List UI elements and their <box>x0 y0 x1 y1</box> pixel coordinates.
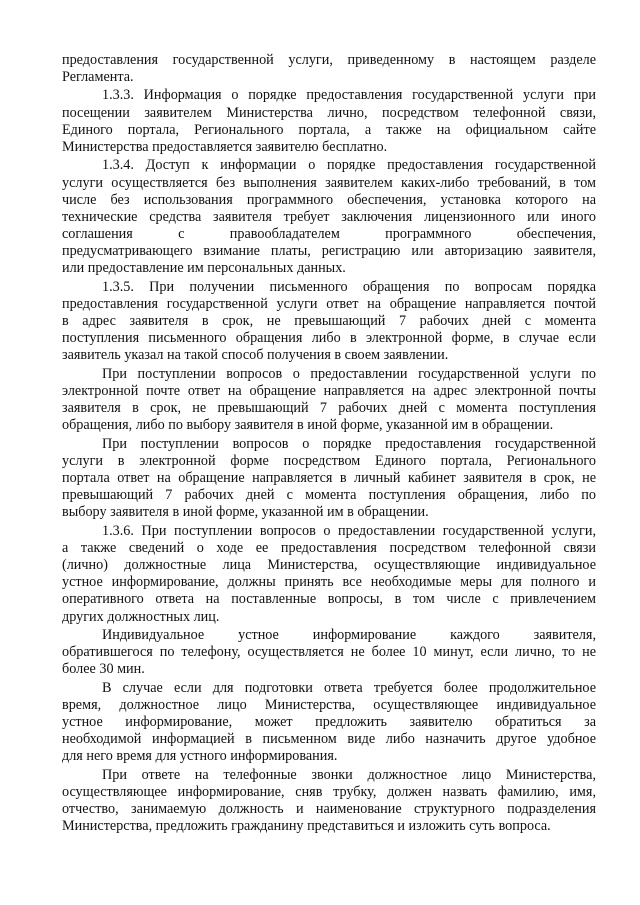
text-line: портала ответ на обращение направляется в личный кабинет заявителя в срок, не <box>62 469 596 486</box>
text-line: превышающий 7 рабочих дней с момента поступления обращения, либо по <box>62 487 596 504</box>
text-line: для него время для устного информирования. <box>62 748 338 765</box>
text-line: 1.3.3. Информация о порядке предоставления государственной услуги при <box>102 87 596 104</box>
text-line: устное информирование, должны принять все необходимые меры для полного и <box>62 574 596 591</box>
paragraph-email-response <box>62 366 596 435</box>
paragraph-individual-informing <box>62 627 596 679</box>
text-line: электронной почте ответ на обращение направляется на адрес электронной почты <box>62 382 596 399</box>
text-line: Единого портала, Регионального портала, а также на официальном сайте <box>62 121 596 138</box>
text-line: При поступлении вопросов о предоставлении государственной услуги по <box>102 365 596 382</box>
paragraph-phone-calls <box>62 767 596 836</box>
text-line: 1.3.5. При получении письменного обращения по вопросам порядка <box>102 278 596 295</box>
text-line: время, должностное лицо Министерства, осуществляющее индивидуальное <box>62 696 596 713</box>
text-line: предоставления государственной услуги, приведенному в настоящем разделе <box>62 52 596 68</box>
text-line: При поступлении вопросов о порядке предоставления государственной <box>102 435 596 452</box>
text-line: предусматривающего взимание платы, регистрацию или авторизацию заявителя, <box>62 243 596 260</box>
paragraph-1-3-3 <box>62 87 596 156</box>
text-line: осуществляющее информирование, сняв трубку, должен назвать фамилию, имя, <box>62 783 596 800</box>
document-page <box>62 52 596 835</box>
text-line: числе без использования программного обеспечения, установка которого на <box>62 191 596 208</box>
text-line: обратившегося по телефону, осуществляется не более 10 минут, если лично, то не <box>62 644 596 661</box>
text-line: услуги осуществляется без выполнения заявителем каких-либо требований, в том <box>62 174 596 191</box>
paragraph-1-3-5 <box>62 279 596 365</box>
text-line: Регламента. <box>62 69 134 86</box>
text-line: 1.3.4. Доступ к информации о порядке предоставления государственной <box>102 157 596 174</box>
paragraph-1-3-4 <box>62 157 596 277</box>
text-line: соглашения с правообладателем программного обеспечения, <box>62 226 596 243</box>
paragraph-longer-preparation <box>62 680 596 766</box>
text-line: Индивидуальное устное информирование каждого заявителя, <box>102 626 596 643</box>
text-line: выбору заявителя в иной форме, указанной им в обращении. <box>62 504 429 521</box>
paragraph-portal-response <box>62 436 596 522</box>
paragraph-1-3-6 <box>62 523 596 626</box>
text-line: технические средства заявителя требует заключения лицензионного или иного <box>62 208 596 225</box>
text-line: В случае если для подготовки ответа требуется более продолжительное <box>102 679 596 696</box>
paragraph-continuation <box>62 52 596 86</box>
text-line: оперативного ответа на поставленные вопросы, в том числе с привлечением <box>62 591 596 608</box>
text-line: в адрес заявителя в срок, не превышающий 7 рабочих дней с момента <box>62 313 596 330</box>
text-line: Министерства предоставляется заявителю бесплатно. <box>62 139 388 156</box>
text-line: обращения, либо по выбору заявителя в иной форме, указанной им в обращении. <box>62 417 554 434</box>
text-line: (лично) должностные лица Министерства, осуществляющие индивидуальное <box>62 557 596 573</box>
text-line: или предоставление им персональных данных. <box>62 260 346 277</box>
text-line: заявителя в срок, не превышающий 7 рабочих дней с момента поступления <box>62 400 596 417</box>
text-line: Министерства, предложить гражданину представиться и изложить суть вопроса. <box>62 818 551 835</box>
text-line: 1.3.6. При поступлении вопросов о предоставлении государственной услуги, <box>102 522 596 539</box>
text-line: При ответе на телефонные звонки должностное лицо Министерства, <box>102 766 596 783</box>
text-line: более 30 мин. <box>62 661 145 678</box>
text-line: поступления письменного обращения либо в электронной форме, в случае если <box>62 330 596 347</box>
text-line: устное информирование, может предложить заявителю обратиться за <box>62 713 596 730</box>
text-line: посещении заявителем Министерства лично, посредством телефонной связи, <box>62 104 596 121</box>
text-line: предоставления государственной услуги ответ на обращение направляется почтой <box>62 295 596 312</box>
text-line: а также сведений о ходе ее предоставления посредством телефонной связи <box>62 539 596 556</box>
text-line: отчество, занимаемую должность и наименование структурного подразделения <box>62 800 596 817</box>
text-line: необходимой информацией в письменном виде либо назначить другое удобное <box>62 731 596 748</box>
text-line: услуги в электронной форме посредством Единого портала, Регионального <box>62 452 596 469</box>
text-line: заявитель указал на такой способ получения в своем заявлении. <box>62 347 449 364</box>
text-line: других должностных лиц. <box>62 608 220 625</box>
